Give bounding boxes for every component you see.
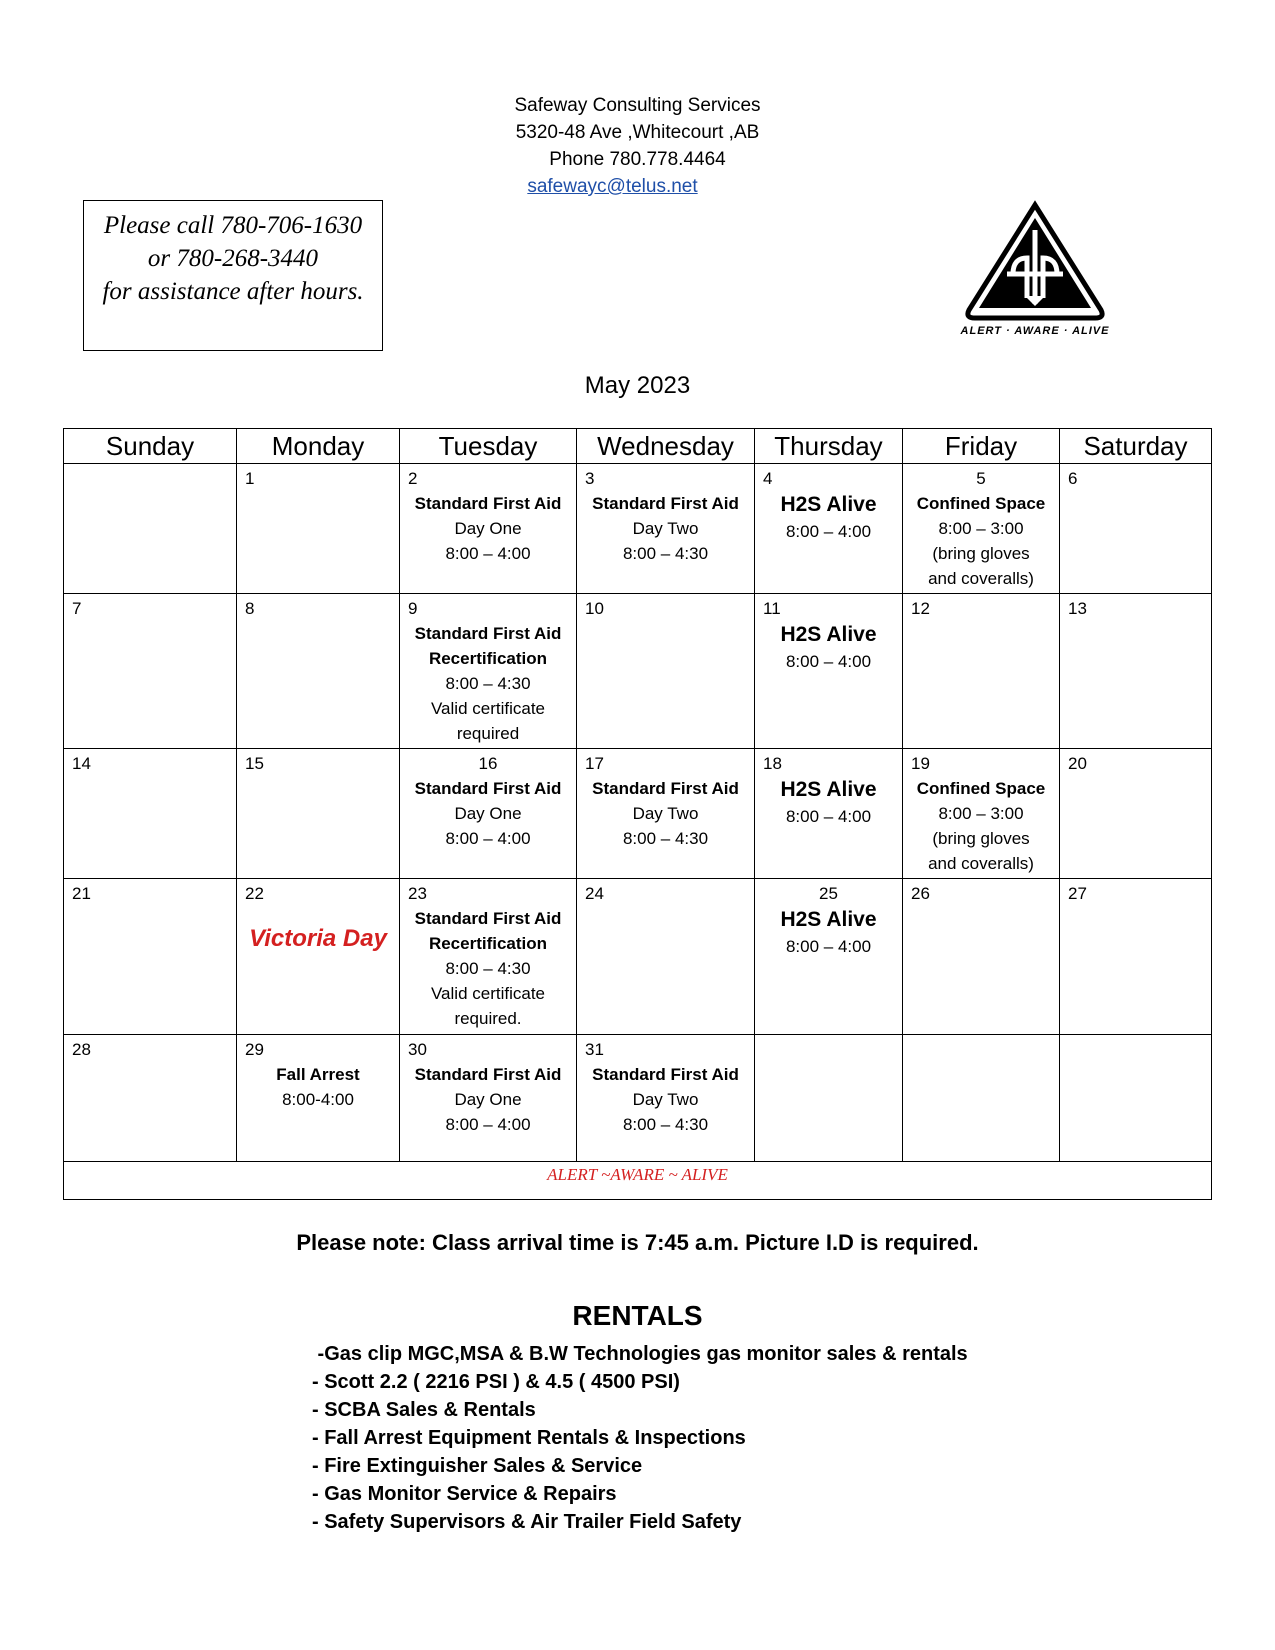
logo-caption: ALERT · AWARE · ALIVE bbox=[960, 325, 1110, 337]
after-hours-box bbox=[83, 200, 383, 351]
course-detail: required bbox=[456, 724, 520, 743]
calendar-footer-row bbox=[64, 1162, 1212, 1200]
course-time: 8:00 – 4:30 bbox=[622, 1115, 709, 1134]
day-cell bbox=[400, 1035, 577, 1162]
day-cell bbox=[903, 594, 1060, 749]
weekday-wednesday: Wednesday bbox=[577, 429, 755, 464]
day-number: 28 bbox=[72, 1040, 91, 1059]
day-cell bbox=[1060, 594, 1212, 749]
company-name: Safeway Consulting Services bbox=[514, 95, 761, 116]
day-cell bbox=[903, 1035, 1060, 1162]
day-number: 27 bbox=[1068, 884, 1087, 903]
day-cell bbox=[64, 749, 237, 879]
day-number: 25 bbox=[819, 884, 838, 903]
day-cell bbox=[64, 1035, 237, 1162]
day-number: 15 bbox=[245, 754, 264, 773]
company-address: 5320-48 Ave ,Whitecourt ,AB bbox=[515, 122, 760, 143]
calendar-table bbox=[63, 428, 1212, 1200]
course-name: Confined Space bbox=[916, 779, 1046, 798]
day-number: 3 bbox=[585, 469, 595, 488]
day-number: 30 bbox=[408, 1040, 427, 1059]
day-cell bbox=[755, 594, 903, 749]
course-detail: Valid certificate bbox=[430, 984, 545, 1003]
week-row bbox=[64, 464, 1212, 594]
slogan: ALERT ~AWARE ~ ALIVE bbox=[64, 1162, 1212, 1200]
course-detail: Day One bbox=[454, 519, 522, 538]
day-cell bbox=[755, 1035, 903, 1162]
weekday-friday: Friday bbox=[903, 429, 1060, 464]
list-item: -Gas clip MGC,MSA & B.W Technologies gas monitor sales & rentals bbox=[312, 1343, 968, 1365]
course-time: 8:00 – 3:00 bbox=[938, 519, 1024, 538]
day-cell bbox=[64, 879, 237, 1035]
day-cell bbox=[755, 749, 903, 879]
course-time: 8:00 – 4:30 bbox=[622, 829, 709, 848]
week-row bbox=[64, 1035, 1212, 1162]
day-cell bbox=[903, 879, 1060, 1035]
course-name: Standard First Aid bbox=[592, 494, 739, 513]
day-number: 7 bbox=[72, 599, 82, 618]
day-number: 23 bbox=[408, 884, 427, 903]
day-number: 8 bbox=[245, 599, 255, 618]
course-time: 8:00 – 4:00 bbox=[445, 829, 531, 848]
course-name: Standard First Aid bbox=[414, 624, 562, 643]
alert-aware-alive-logo bbox=[955, 200, 1115, 340]
day-cell bbox=[237, 464, 400, 594]
course-detail: Day One bbox=[454, 1090, 522, 1109]
day-cell bbox=[1060, 879, 1212, 1035]
course-detail: Day One bbox=[454, 804, 522, 823]
day-number: 29 bbox=[245, 1040, 264, 1059]
day-cell bbox=[755, 879, 903, 1035]
course-detail: Day Two bbox=[632, 1090, 699, 1109]
after-hours-line-1: Please call 780-706-1630 bbox=[103, 212, 363, 239]
course-name: Standard First Aid bbox=[414, 909, 562, 928]
course-time: 8:00 – 3:00 bbox=[938, 804, 1024, 823]
list-item: - Safety Supervisors & Air Trailer Field Safety bbox=[312, 1511, 742, 1533]
course-name: H2S Alive bbox=[780, 908, 877, 931]
day-cell bbox=[577, 879, 755, 1035]
weekday-header-row bbox=[64, 429, 1212, 464]
day-number: 6 bbox=[1068, 469, 1078, 488]
day-cell bbox=[903, 464, 1060, 594]
course-detail: required. bbox=[454, 1009, 522, 1028]
course-name: Standard First Aid bbox=[414, 494, 562, 513]
course-name: Standard First Aid bbox=[414, 1065, 562, 1084]
course-name: H2S Alive bbox=[780, 623, 877, 646]
day-cell bbox=[400, 879, 577, 1035]
course-detail: and coveralls) bbox=[928, 854, 1034, 873]
day-number: 11 bbox=[763, 599, 781, 618]
day-number: 24 bbox=[585, 884, 604, 903]
course-time: 8:00 – 4:30 bbox=[445, 959, 531, 978]
course-time: 8:00 – 4:00 bbox=[785, 522, 872, 541]
course-detail: Day Two bbox=[632, 804, 699, 823]
list-item: - Fire Extinguisher Sales & Service bbox=[312, 1455, 643, 1477]
course-name: H2S Alive bbox=[780, 778, 877, 801]
day-number: 17 bbox=[585, 754, 604, 773]
day-number: 12 bbox=[911, 599, 930, 618]
day-cell bbox=[577, 1035, 755, 1162]
day-cell bbox=[903, 749, 1060, 879]
day-cell bbox=[64, 594, 237, 749]
after-hours-line-2: or 780-268-3440 bbox=[147, 245, 319, 272]
day-number: 26 bbox=[911, 884, 930, 903]
day-cell bbox=[237, 594, 400, 749]
course-name: Standard First Aid bbox=[592, 779, 739, 798]
list-item: - Fall Arrest Equipment Rentals & Inspections bbox=[312, 1427, 746, 1449]
day-number: 1 bbox=[245, 469, 255, 488]
day-cell bbox=[237, 1035, 400, 1162]
day-number: 19 bbox=[911, 754, 930, 773]
day-number: 10 bbox=[585, 599, 604, 618]
weekday-tuesday: Tuesday bbox=[400, 429, 577, 464]
day-number: 18 bbox=[763, 754, 782, 773]
day-cell bbox=[64, 464, 237, 594]
day-number: 5 bbox=[976, 469, 986, 488]
week-row bbox=[64, 749, 1212, 879]
weekday-thursday: Thursday bbox=[755, 429, 903, 464]
day-cell bbox=[1060, 1035, 1212, 1162]
course-time: 8:00 – 4:00 bbox=[785, 807, 872, 826]
weekday-sunday: Sunday bbox=[64, 429, 237, 464]
company-phone: Phone 780.778.4464 bbox=[549, 149, 726, 170]
course-detail: and coveralls) bbox=[928, 569, 1034, 588]
rentals-title: RENTALS bbox=[572, 1300, 703, 1331]
day-number: 2 bbox=[408, 469, 418, 488]
holiday-label: Victoria Day bbox=[249, 925, 387, 952]
company-header bbox=[0, 92, 1275, 200]
list-item: - Scott 2.2 ( 2216 PSI ) & 4.5 ( 4500 PSI) bbox=[312, 1371, 680, 1393]
list-item: - SCBA Sales & Rentals bbox=[312, 1399, 536, 1421]
day-number: 14 bbox=[72, 754, 91, 773]
day-cell bbox=[1060, 464, 1212, 594]
rentals-list bbox=[312, 1340, 1112, 1536]
day-number: 22 bbox=[245, 884, 264, 903]
weekday-monday: Monday bbox=[237, 429, 400, 464]
course-name: Standard First Aid bbox=[592, 1065, 739, 1084]
day-number: 21 bbox=[72, 884, 91, 903]
course-detail: (bring gloves bbox=[932, 544, 1030, 563]
arrival-note: Please note: Class arrival time is 7:45 a.m. Picture I.D is required. bbox=[296, 1230, 979, 1255]
course-name: Fall Arrest bbox=[276, 1065, 360, 1084]
day-number: 20 bbox=[1068, 754, 1087, 773]
course-detail: (bring gloves bbox=[932, 829, 1030, 848]
course-time: 8:00 – 4:00 bbox=[445, 544, 531, 563]
course-time: 8:00 – 4:00 bbox=[785, 937, 872, 956]
day-cell bbox=[1060, 749, 1212, 879]
email-link[interactable]: safewayc@telus.net bbox=[527, 176, 698, 197]
day-number: 4 bbox=[763, 469, 773, 488]
course-time: 8:00 – 4:00 bbox=[785, 652, 872, 671]
day-cell bbox=[577, 464, 755, 594]
course-name: Standard First Aid bbox=[414, 779, 562, 798]
day-cell bbox=[237, 879, 400, 1035]
course-name: H2S Alive bbox=[780, 493, 877, 516]
day-number: 13 bbox=[1068, 599, 1087, 618]
day-cell bbox=[237, 749, 400, 879]
day-cell bbox=[400, 749, 577, 879]
day-cell bbox=[577, 594, 755, 749]
list-item: - Gas Monitor Service & Repairs bbox=[312, 1483, 617, 1505]
week-row bbox=[64, 594, 1212, 749]
day-number: 31 bbox=[585, 1040, 604, 1059]
week-row bbox=[64, 879, 1212, 1035]
day-cell bbox=[400, 464, 577, 594]
day-number: 16 bbox=[478, 754, 498, 773]
course-time: 8:00-4:00 bbox=[282, 1090, 354, 1109]
course-time: 8:00 – 4:30 bbox=[445, 674, 531, 693]
course-detail: Valid certificate bbox=[430, 699, 545, 718]
day-cell bbox=[400, 594, 577, 749]
weekday-saturday: Saturday bbox=[1060, 429, 1212, 464]
day-number: 9 bbox=[408, 599, 418, 618]
course-detail: Recertification bbox=[428, 649, 548, 668]
calendar-title: May 2023 bbox=[584, 372, 691, 399]
course-time: 8:00 – 4:30 bbox=[622, 544, 709, 563]
day-cell bbox=[755, 464, 903, 594]
day-cell bbox=[577, 749, 755, 879]
course-name: Confined Space bbox=[916, 494, 1046, 513]
after-hours-line-3: for assistance after hours. bbox=[102, 278, 364, 305]
course-time: 8:00 – 4:00 bbox=[445, 1115, 531, 1134]
course-detail: Recertification bbox=[428, 934, 548, 953]
course-detail: Day Two bbox=[632, 519, 699, 538]
